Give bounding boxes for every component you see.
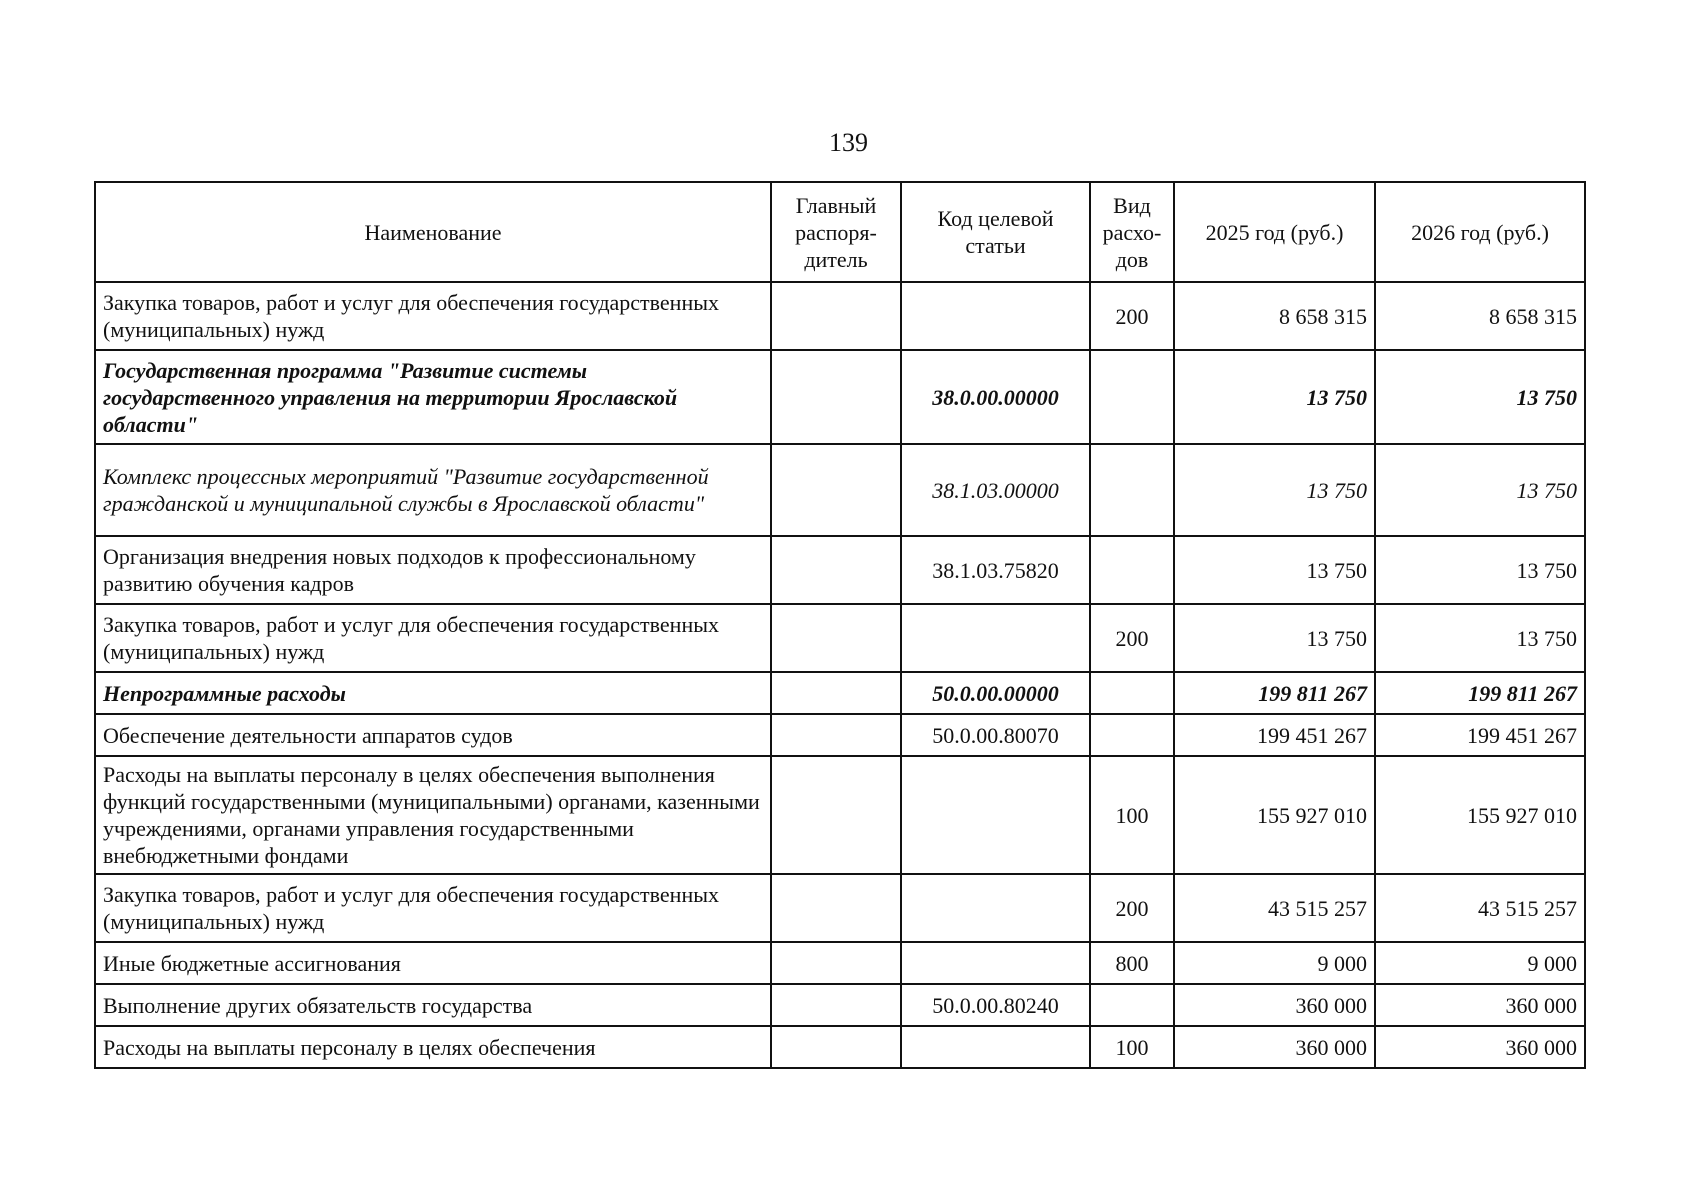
row-name: Комплекс процессных мероприятий "Развитие государственной гражданской и муниципальной службы в Ярославской области" bbox=[95, 444, 771, 536]
row-target-code bbox=[901, 756, 1090, 874]
table-row bbox=[95, 756, 1585, 874]
row-target-code: 38.0.00.00000 bbox=[901, 350, 1090, 444]
row-amount-2026: 155 927 010 bbox=[1375, 756, 1585, 874]
row-amount-2026: 13 750 bbox=[1375, 604, 1585, 672]
row-amount-2025: 9 000 bbox=[1174, 942, 1375, 984]
row-target-code: 50.0.00.80240 bbox=[901, 984, 1090, 1026]
row-manager bbox=[771, 536, 901, 604]
row-expense-kind: 800 bbox=[1090, 942, 1174, 984]
row-manager bbox=[771, 604, 901, 672]
table-row bbox=[95, 672, 1585, 714]
row-amount-2025: 13 750 bbox=[1174, 444, 1375, 536]
row-amount-2025: 13 750 bbox=[1174, 536, 1375, 604]
row-amount-2026: 9 000 bbox=[1375, 942, 1585, 984]
table-row bbox=[95, 604, 1585, 672]
row-expense-kind bbox=[1090, 444, 1174, 536]
row-manager bbox=[771, 942, 901, 984]
row-expense-kind bbox=[1090, 350, 1174, 444]
row-name: Непрограммные расходы bbox=[95, 672, 771, 714]
row-name: Закупка товаров, работ и услуг для обеспечения государственных (муниципальных) нужд bbox=[95, 874, 771, 942]
table-row bbox=[95, 444, 1585, 536]
table-row bbox=[95, 1026, 1585, 1068]
table-header-row bbox=[95, 182, 1585, 282]
table-row bbox=[95, 282, 1585, 350]
table-row bbox=[95, 350, 1585, 444]
row-expense-kind bbox=[1090, 672, 1174, 714]
row-manager bbox=[771, 984, 901, 1026]
row-amount-2025: 360 000 bbox=[1174, 984, 1375, 1026]
row-amount-2025: 43 515 257 bbox=[1174, 874, 1375, 942]
row-name: Выполнение других обязательств государства bbox=[95, 984, 771, 1026]
row-amount-2025: 13 750 bbox=[1174, 604, 1375, 672]
row-amount-2025: 8 658 315 bbox=[1174, 282, 1375, 350]
table-row bbox=[95, 874, 1585, 942]
row-name: Закупка товаров, работ и услуг для обеспечения государственных (муниципальных) нужд bbox=[95, 282, 771, 350]
row-manager bbox=[771, 282, 901, 350]
row-expense-kind bbox=[1090, 714, 1174, 756]
header-kind: Вид расхо-дов bbox=[1090, 182, 1174, 282]
header-year-2026: 2026 год (руб.) bbox=[1375, 182, 1585, 282]
row-manager bbox=[771, 756, 901, 874]
header-year-2025: 2025 год (руб.) bbox=[1174, 182, 1375, 282]
row-amount-2026: 43 515 257 bbox=[1375, 874, 1585, 942]
row-amount-2025: 155 927 010 bbox=[1174, 756, 1375, 874]
row-amount-2026: 199 451 267 bbox=[1375, 714, 1585, 756]
table-body bbox=[95, 282, 1585, 1068]
row-manager bbox=[771, 350, 901, 444]
row-target-code bbox=[901, 604, 1090, 672]
row-target-code: 38.1.03.75820 bbox=[901, 536, 1090, 604]
table-row bbox=[95, 536, 1585, 604]
header-manager: Главный распоря-дитель bbox=[771, 182, 901, 282]
page-number: 139 bbox=[829, 128, 868, 157]
row-name: Организация внедрения новых подходов к профессиональному развитию обучения кадров bbox=[95, 536, 771, 604]
row-manager bbox=[771, 444, 901, 536]
row-amount-2025: 199 811 267 bbox=[1174, 672, 1375, 714]
row-amount-2025: 199 451 267 bbox=[1174, 714, 1375, 756]
row-expense-kind bbox=[1090, 984, 1174, 1026]
row-amount-2026: 13 750 bbox=[1375, 536, 1585, 604]
row-expense-kind: 200 bbox=[1090, 282, 1174, 350]
row-name: Государственная программа "Развитие системы государственного управления на территории Ярославской области" bbox=[95, 350, 771, 444]
row-name: Расходы на выплаты персоналу в целях обеспечения выполнения функций государственными (муниципальными) органами, казенными учреждениями, органами управления государственными внебюджетными фондами bbox=[95, 756, 771, 874]
row-expense-kind: 200 bbox=[1090, 604, 1174, 672]
row-name: Закупка товаров, работ и услуг для обеспечения государственных (муниципальных) нужд bbox=[95, 604, 771, 672]
row-target-code: 50.0.00.00000 bbox=[901, 672, 1090, 714]
row-target-code bbox=[901, 282, 1090, 350]
header-code: Код целевой статьи bbox=[901, 182, 1090, 282]
row-target-code bbox=[901, 942, 1090, 984]
table-row bbox=[95, 714, 1585, 756]
row-amount-2025: 360 000 bbox=[1174, 1026, 1375, 1068]
row-amount-2026: 8 658 315 bbox=[1375, 282, 1585, 350]
row-name: Расходы на выплаты персоналу в целях обеспечения bbox=[95, 1026, 771, 1068]
row-amount-2026: 13 750 bbox=[1375, 444, 1585, 536]
table-row bbox=[95, 942, 1585, 984]
row-manager bbox=[771, 672, 901, 714]
header-name: Наименование bbox=[95, 182, 771, 282]
row-expense-kind: 100 bbox=[1090, 1026, 1174, 1068]
row-name: Обеспечение деятельности аппаратов судов bbox=[95, 714, 771, 756]
row-manager bbox=[771, 874, 901, 942]
row-amount-2026: 199 811 267 bbox=[1375, 672, 1585, 714]
row-expense-kind: 100 bbox=[1090, 756, 1174, 874]
row-target-code: 50.0.00.80070 bbox=[901, 714, 1090, 756]
row-amount-2025: 13 750 bbox=[1174, 350, 1375, 444]
row-amount-2026: 360 000 bbox=[1375, 984, 1585, 1026]
row-amount-2026: 13 750 bbox=[1375, 350, 1585, 444]
row-manager bbox=[771, 1026, 901, 1068]
row-target-code bbox=[901, 874, 1090, 942]
row-manager bbox=[771, 714, 901, 756]
row-expense-kind bbox=[1090, 536, 1174, 604]
table-row bbox=[95, 984, 1585, 1026]
row-target-code bbox=[901, 1026, 1090, 1068]
row-amount-2026: 360 000 bbox=[1375, 1026, 1585, 1068]
budget-table bbox=[94, 181, 1586, 1069]
row-target-code: 38.1.03.00000 bbox=[901, 444, 1090, 536]
row-name: Иные бюджетные ассигнования bbox=[95, 942, 771, 984]
row-expense-kind: 200 bbox=[1090, 874, 1174, 942]
